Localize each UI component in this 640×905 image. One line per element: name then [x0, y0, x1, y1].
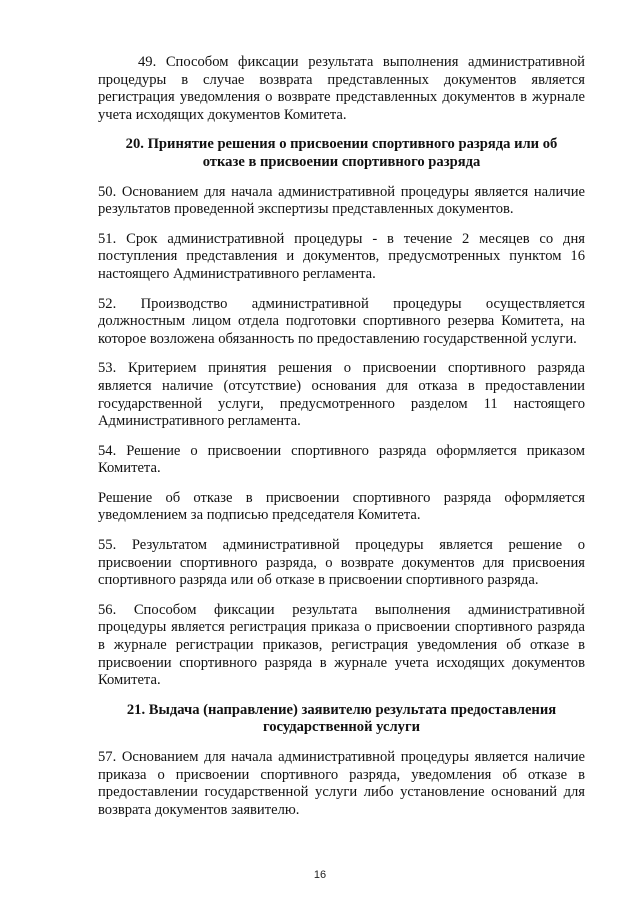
paragraph-53: 53. Критерием принятия решения о присвоении спортивного разряда является наличие (отсутствие) основания для отказа в предоставлении государственной услуги, предусмотренного разделом 11 настоящего Административного регламента.	[98, 360, 585, 430]
section-heading-21: 21. Выдача (направление) заявителю результата предоставления государственной услуги	[126, 701, 557, 736]
paragraph-49: 49. Способом фиксации результата выполнения административной процедуры в случае возврата представленных документов является регистрация уведомления о возврате представленных документов в журнале учета исходящих документов Комитета.	[98, 54, 585, 123]
document-body	[98, 54, 585, 831]
paragraph-50: 50. Основанием для начала административной процедуры является наличие результатов проведенной экспертизы представленных документов.	[98, 183, 585, 218]
paragraph-56: 56. Способом фиксации результата выполнения административной процедуры является регистрация приказа о присвоении спортивного разряда в журнале регистрации приказов, регистрация уведомления об отказе в присвоении спортивного разряда в журнале учета исходящих документов Комитета.	[98, 601, 585, 689]
page-number: 16	[313, 869, 327, 881]
paragraph-55: 55. Результатом административной процедуры является решение о присвоении спортивного разряда, о возврате документов для присвоения спортивного разряда или об отказе в присвоении спортивного разряда.	[98, 537, 585, 589]
paragraph-51: 51. Срок административной процедуры - в течение 2 месяцев со дня поступления представления и документов, предусмотренных пунктом 16 настоящего Административного регламента.	[98, 230, 585, 282]
paragraph-52: 52. Производство административной процедуры осуществляется должностным лицом отдела подготовки спортивного резерва Комитета, на которое возложена обязанность по предоставлению государственной услуги.	[98, 295, 585, 347]
section-heading-20: 20. Принятие решения о присвоении спортивного разряда или об отказе в присвоении спортивного разряда	[125, 136, 558, 170]
paragraph-54-refusal: Решение об отказе в присвоении спортивного разряда оформляется уведомлением за подписью председателя Комитета.	[98, 489, 585, 524]
paragraph-54: 54. Решение о присвоении спортивного разряда оформляется приказом Комитета.	[98, 442, 585, 477]
paragraph-57: 57. Основанием для начала административной процедуры является наличие приказа о присвоении спортивного разряда, уведомления об отказе в предоставлении государственной услуги либо установление оснований для возврата документов заявителю.	[98, 749, 585, 818]
